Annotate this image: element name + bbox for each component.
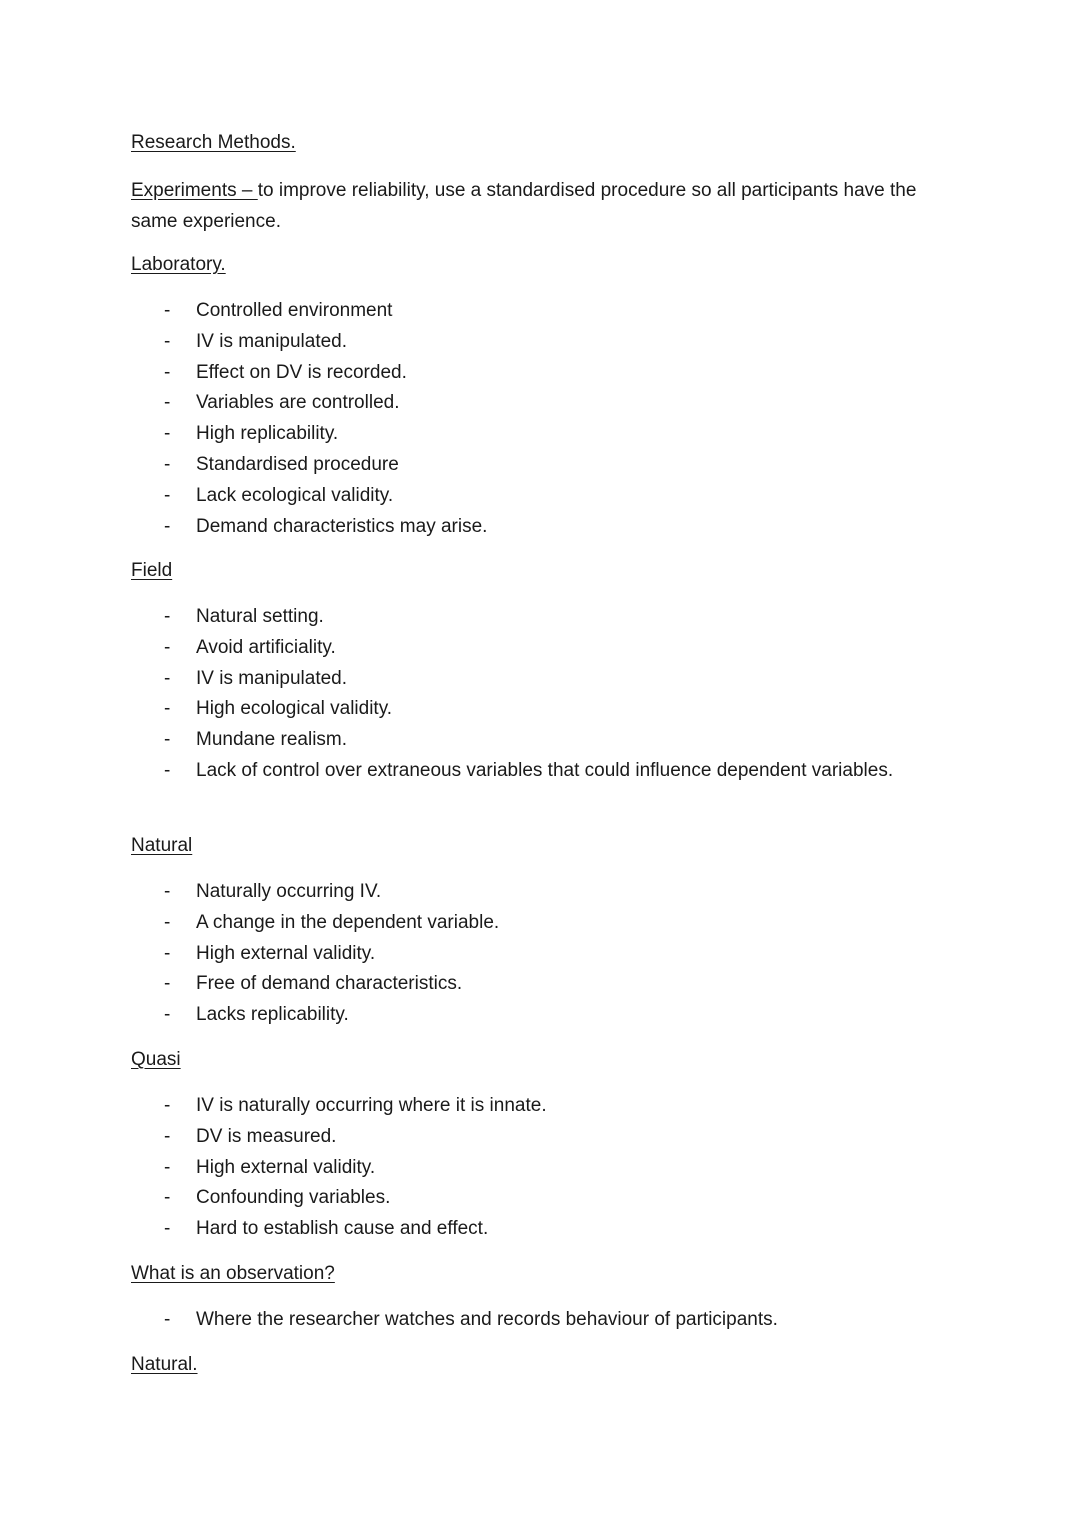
list-item (160, 633, 920, 664)
list-item-text: Effect on DV is recorded. (196, 361, 407, 383)
bullet-dash: - (164, 484, 171, 506)
list-item (160, 296, 920, 327)
experiments-label: Experiments – (131, 180, 258, 201)
heading-natural-observation: Natural. (131, 1354, 198, 1375)
bullet-dash: - (164, 759, 171, 781)
list-item-text: IV is manipulated. (196, 330, 348, 352)
list-item-text: Natural setting. (196, 606, 324, 627)
bullet-dash: - (164, 636, 171, 658)
list-item (160, 1214, 920, 1245)
list-item (160, 388, 920, 419)
heading-quasi: Quasi (131, 1049, 181, 1070)
list-item (160, 1183, 920, 1214)
experiments-text: to improve reliability, use a standardised procedure so all participants have the same experience. (131, 180, 917, 232)
bullet-dash: - (164, 330, 171, 352)
list-item-text: Confounding variables. (196, 1187, 391, 1209)
list-item-text: Variables are controlled. (196, 392, 400, 414)
list-item (160, 877, 920, 908)
list-item (160, 969, 920, 1000)
list-item-text: Avoid artificiality. (196, 636, 336, 658)
list-item (160, 664, 920, 695)
page-title: Research Methods. (131, 132, 296, 153)
list-item-text: Lacks replicability. (196, 1004, 349, 1026)
list-item (160, 939, 920, 970)
list-item (160, 1305, 920, 1336)
bullet-dash: - (164, 1218, 171, 1240)
list-item-text: Naturally occurring IV. (196, 881, 382, 902)
bullet-dash: - (164, 698, 171, 720)
list-item (160, 512, 920, 543)
list-field (160, 602, 920, 787)
bullet-dash: - (164, 606, 171, 627)
bullet-dash: - (164, 1095, 171, 1116)
list-item (160, 756, 920, 787)
list-item (160, 450, 920, 481)
list-item (160, 602, 920, 633)
list-item-text: High external validity. (196, 942, 376, 964)
list-item (160, 1091, 920, 1122)
bullet-dash: - (164, 729, 171, 751)
bullet-dash: - (164, 942, 171, 964)
heading-field: Field (131, 560, 173, 581)
bullet-dash: - (164, 392, 171, 414)
heading-natural: Natural (131, 835, 193, 856)
list-item-text: High external validity. (196, 1156, 376, 1178)
list-item (160, 1153, 920, 1184)
list-item-text: Lack ecological validity. (196, 484, 394, 506)
list-item (160, 327, 920, 358)
bullet-dash: - (164, 1309, 171, 1330)
list-item (160, 1122, 920, 1153)
experiments-paragraph (131, 175, 931, 237)
list-laboratory (160, 296, 920, 542)
list-item-text: Controlled environment (196, 300, 393, 321)
list-item-text: Hard to establish cause and effect. (196, 1218, 489, 1240)
list-item-text: DV is measured. (196, 1125, 337, 1147)
bullet-dash: - (164, 1156, 171, 1178)
list-item (160, 725, 920, 756)
list-natural (160, 877, 920, 1031)
bullet-dash: - (164, 300, 171, 321)
list-item-text: High replicability. (196, 423, 339, 445)
list-observation (160, 1305, 920, 1336)
bullet-dash: - (164, 1125, 171, 1147)
list-item (160, 1000, 920, 1031)
list-item (160, 481, 920, 512)
list-item (160, 908, 920, 939)
list-item-text: Free of demand characteristics. (196, 973, 463, 995)
list-item-text: A change in the dependent variable. (196, 911, 500, 933)
bullet-dash: - (164, 881, 171, 902)
list-item (160, 694, 920, 725)
list-item (160, 419, 920, 450)
heading-observation: What is an observation? (131, 1263, 335, 1284)
list-quasi (160, 1091, 920, 1245)
list-item-text: Lack of control over extraneous variables that could influence dependent variables. (196, 759, 894, 781)
bullet-dash: - (164, 667, 171, 689)
list-item-text: Mundane realism. (196, 729, 348, 751)
heading-laboratory: Laboratory. (131, 254, 226, 275)
list-item-text: IV is manipulated. (196, 667, 348, 689)
bullet-dash: - (164, 515, 171, 537)
list-item-text: Demand characteristics may arise. (196, 515, 488, 537)
bullet-dash: - (164, 423, 171, 445)
bullet-dash: - (164, 453, 171, 475)
bullet-dash: - (164, 911, 171, 933)
bullet-dash: - (164, 1004, 171, 1026)
bullet-dash: - (164, 973, 171, 995)
list-item-text: Standardised procedure (196, 453, 399, 475)
list-item-text: Where the researcher watches and records behaviour of participants. (196, 1309, 778, 1330)
list-item-text: IV is naturally occurring where it is innate. (196, 1095, 547, 1116)
list-item-text: High ecological validity. (196, 698, 393, 720)
list-item (160, 358, 920, 389)
bullet-dash: - (164, 1187, 171, 1209)
bullet-dash: - (164, 361, 171, 383)
